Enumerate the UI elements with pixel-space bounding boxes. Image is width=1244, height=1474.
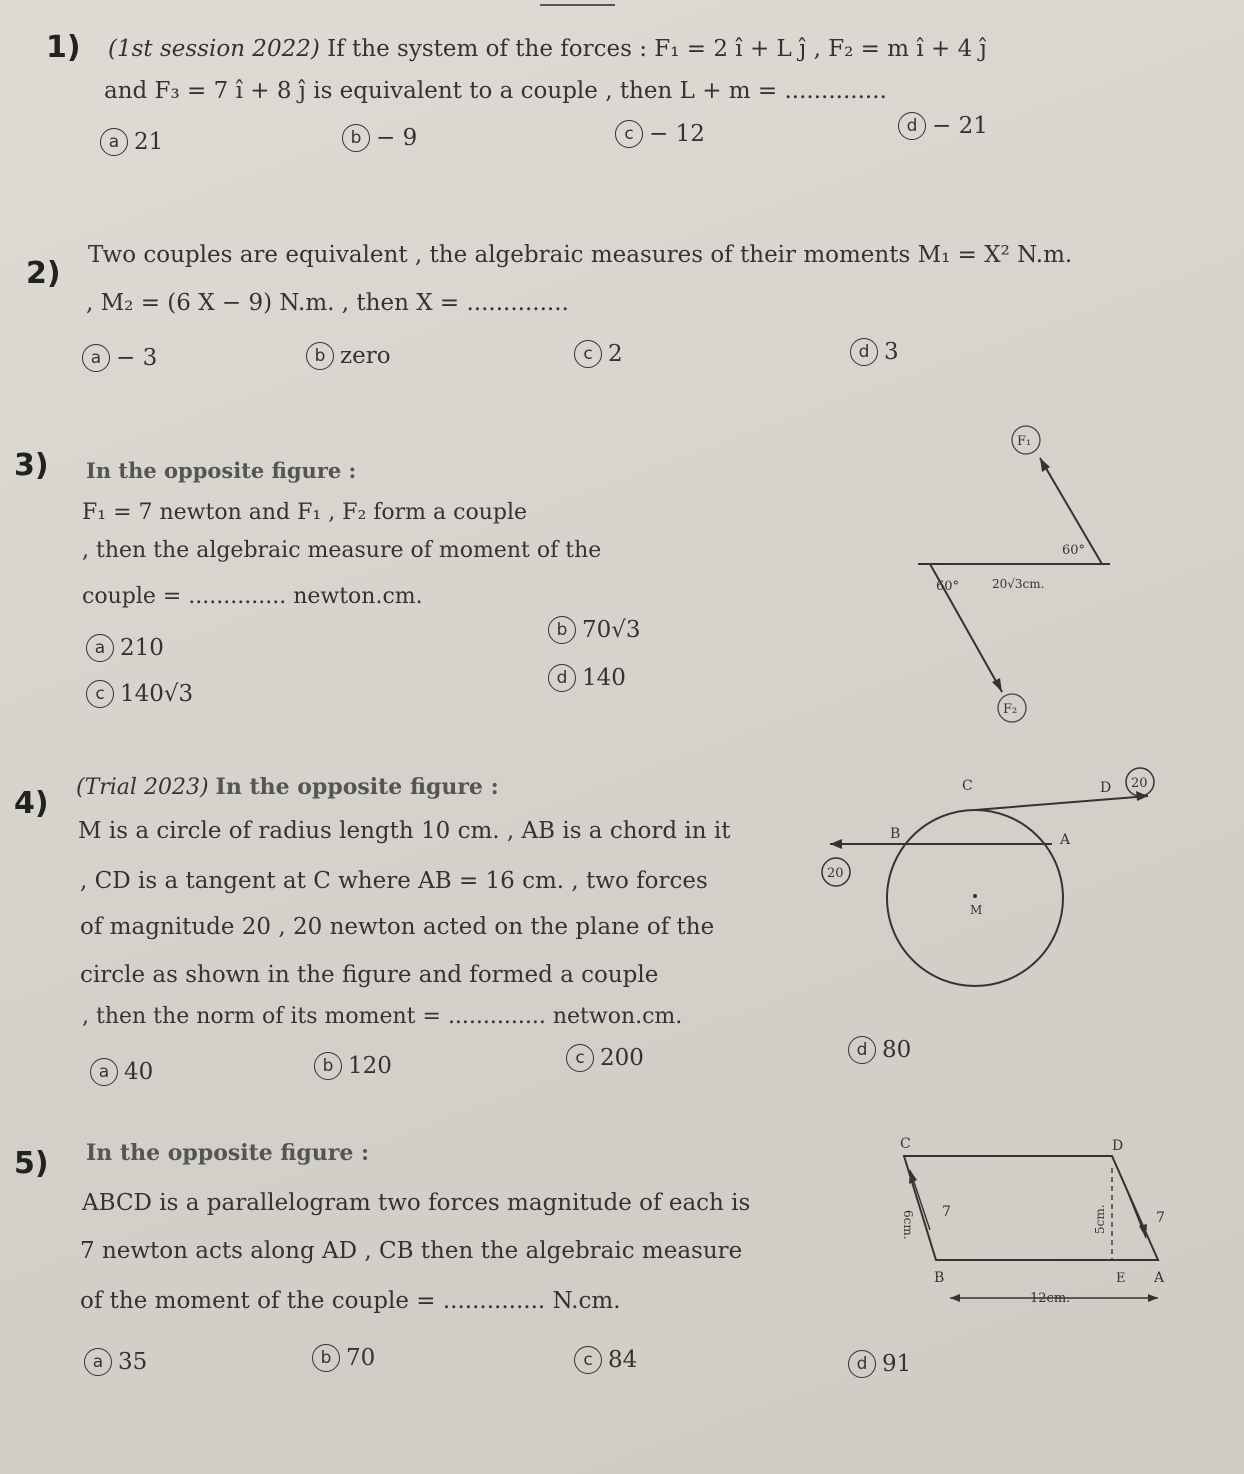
q4-force-top: 20 — [1131, 776, 1148, 791]
q1-option-b[interactable] — [342, 124, 417, 152]
q1-line2: and F₃ = 7 î + 8 ĵ is equivalent to a couple , then L + m = .............. — [104, 78, 887, 104]
option-text: zero — [340, 343, 391, 369]
option-letter: a — [86, 634, 114, 662]
option-text: 210 — [120, 635, 164, 661]
option-letter: b — [342, 124, 370, 152]
option-letter: a — [84, 1348, 112, 1376]
q4-center-dot — [973, 894, 977, 898]
q3-line2: , then the algebraic measure of moment of the — [82, 538, 602, 563]
q5-line3: of the moment of the couple = .............. N.cm. — [80, 1288, 621, 1314]
q4-label-c: C — [962, 778, 973, 794]
option-text: 91 — [882, 1351, 912, 1377]
q2-line1: Two couples are equivalent , the algebraic measures of their moments M₁ = X² N.m. — [88, 242, 1073, 268]
q1-option-d[interactable] — [898, 112, 988, 140]
q4-option-d[interactable] — [848, 1036, 911, 1064]
q2-option-c[interactable] — [574, 340, 623, 368]
q3-angle-top: 60° — [1062, 543, 1086, 558]
option-letter: d — [898, 112, 926, 140]
q5-height: 5cm. — [1093, 1204, 1107, 1234]
option-text: 140√3 — [120, 681, 194, 707]
q3-heading: In the opposite figure : — [86, 458, 357, 483]
option-letter: a — [90, 1058, 118, 1086]
option-letter: c — [574, 1346, 602, 1374]
q4-option-c[interactable] — [566, 1044, 644, 1072]
option-text: − 3 — [116, 345, 158, 371]
q4-label-b: B — [890, 826, 901, 842]
q4-option-a[interactable] — [90, 1058, 153, 1086]
option-text: 84 — [608, 1347, 638, 1373]
q4-heading: In the opposite figure : — [215, 774, 499, 800]
q5-arrow-left — [909, 1170, 917, 1184]
q4-line5: , then the norm of its moment = .............. netwon.cm. — [82, 1004, 683, 1029]
option-letter: c — [566, 1044, 594, 1072]
option-letter: d — [850, 338, 878, 366]
q1-line1 — [108, 36, 987, 62]
option-text: 40 — [124, 1059, 154, 1085]
option-text: − 21 — [932, 113, 988, 139]
q5-dim-arrow-right — [1148, 1294, 1158, 1302]
q5-base: 12cm. — [1030, 1291, 1071, 1306]
q5-option-b[interactable] — [312, 1344, 375, 1372]
q4-source: (Trial 2023) — [76, 775, 209, 800]
q5-line2: 7 newton acts along AD , CB then the algebraic measure — [80, 1238, 743, 1264]
q5-heading: In the opposite figure : — [86, 1140, 370, 1166]
q5-dim-arrow-left — [950, 1294, 960, 1302]
option-text: − 12 — [649, 121, 705, 147]
q5-label-b: B — [934, 1270, 945, 1286]
q3-length: 20√3cm. — [992, 577, 1045, 591]
q1-option-a[interactable] — [100, 128, 163, 156]
q5-force-right: 7 — [1156, 1210, 1165, 1226]
q5-label-e: E — [1116, 1271, 1126, 1286]
q3-arrow-f1 — [1040, 458, 1050, 472]
option-letter: b — [548, 616, 576, 644]
option-text: 35 — [118, 1349, 148, 1375]
q4-label-m: M — [970, 903, 983, 917]
q4-option-b[interactable] — [314, 1052, 392, 1080]
q5-left-len: 6cm. — [901, 1210, 915, 1240]
q3-f2-label: F₂ — [1003, 702, 1018, 717]
q1-session: (1st session 2022) — [108, 36, 320, 62]
q2-option-b[interactable] — [306, 342, 391, 370]
option-text: 200 — [600, 1045, 644, 1071]
q2-number: 2) — [26, 256, 61, 291]
q3-figure — [890, 420, 1130, 730]
q3-option-a[interactable] — [86, 634, 164, 662]
q5-line1: ABCD is a parallelogram two forces magnitude of each is — [82, 1190, 751, 1216]
option-text: 140 — [582, 665, 626, 691]
option-letter: b — [312, 1344, 340, 1372]
q2-option-a[interactable] — [82, 344, 157, 372]
option-letter: b — [314, 1052, 342, 1080]
q4-number: 4) — [14, 786, 49, 821]
q1-option-c[interactable] — [615, 120, 705, 148]
q5-label-d: D — [1112, 1138, 1124, 1154]
q5-label-c: C — [900, 1136, 911, 1152]
q4-line3: of magnitude 20 , 20 newton acted on the plane of the — [80, 914, 715, 940]
option-text: 70√3 — [582, 617, 641, 643]
q4-line4: circle as shown in the figure and formed a couple — [80, 962, 659, 988]
option-letter: a — [82, 344, 110, 372]
q3-option-d[interactable] — [548, 664, 626, 692]
q4-line1: M is a circle of radius length 10 cm. , AB is a chord in it — [78, 818, 731, 844]
q2-option-d[interactable] — [850, 338, 899, 366]
q5-arrow-right — [1139, 1224, 1147, 1238]
q5-force-left: 7 — [942, 1204, 951, 1220]
q3-arrow-f2 — [992, 678, 1002, 692]
q2-line2: , M₂ = (6 X − 9) N.m. , then X = .............. — [86, 290, 569, 316]
q3-angle-bottom: 60° — [936, 579, 960, 594]
q5-option-a[interactable] — [84, 1348, 147, 1376]
q4-arrow-left — [830, 839, 842, 849]
option-letter: d — [848, 1036, 876, 1064]
q5-label-a: A — [1154, 1270, 1165, 1286]
q3-option-b[interactable] — [548, 616, 641, 644]
option-text: 120 — [348, 1053, 392, 1079]
option-letter: a — [100, 128, 128, 156]
option-letter: c — [574, 340, 602, 368]
q5-option-d[interactable] — [848, 1350, 911, 1378]
option-letter: c — [86, 680, 114, 708]
q3-option-c[interactable] — [86, 680, 193, 708]
q4-force-left: 20 — [827, 866, 844, 881]
option-text: 21 — [134, 129, 164, 155]
option-letter: c — [615, 120, 643, 148]
q3-number: 3) — [14, 448, 49, 483]
q4-label-d: D — [1100, 780, 1112, 796]
q1-number: 1) — [46, 30, 81, 65]
option-text: 3 — [884, 339, 899, 365]
q4-figure — [810, 760, 1170, 990]
q5-figure — [890, 1130, 1190, 1320]
option-letter: d — [848, 1350, 876, 1378]
option-text: − 9 — [376, 125, 418, 151]
q4-label-a: A — [1060, 832, 1071, 848]
q4-tangent-cd — [975, 796, 1148, 810]
q3-line3: couple = .............. newton.cm. — [82, 584, 423, 609]
q3-line1: F₁ = 7 newton and F₁ , F₂ form a couple — [82, 500, 528, 525]
option-text: 70 — [346, 1345, 376, 1371]
option-letter: b — [306, 342, 334, 370]
q5-number: 5) — [14, 1146, 49, 1181]
q5-option-c[interactable] — [574, 1346, 637, 1374]
q4-line2: , CD is a tangent at C where AB = 16 cm. , two forces — [80, 868, 708, 894]
option-letter: d — [548, 664, 576, 692]
q1-stem-1: If the system of the forces : F₁ = 2 î + L ĵ , F₂ = m î + 4 ĵ — [327, 36, 987, 62]
option-text: 80 — [882, 1037, 912, 1063]
option-text: 2 — [608, 341, 623, 367]
q3-f1-label: F₁ — [1017, 434, 1032, 449]
q4-line0 — [76, 774, 499, 800]
top-rule — [540, 4, 615, 6]
